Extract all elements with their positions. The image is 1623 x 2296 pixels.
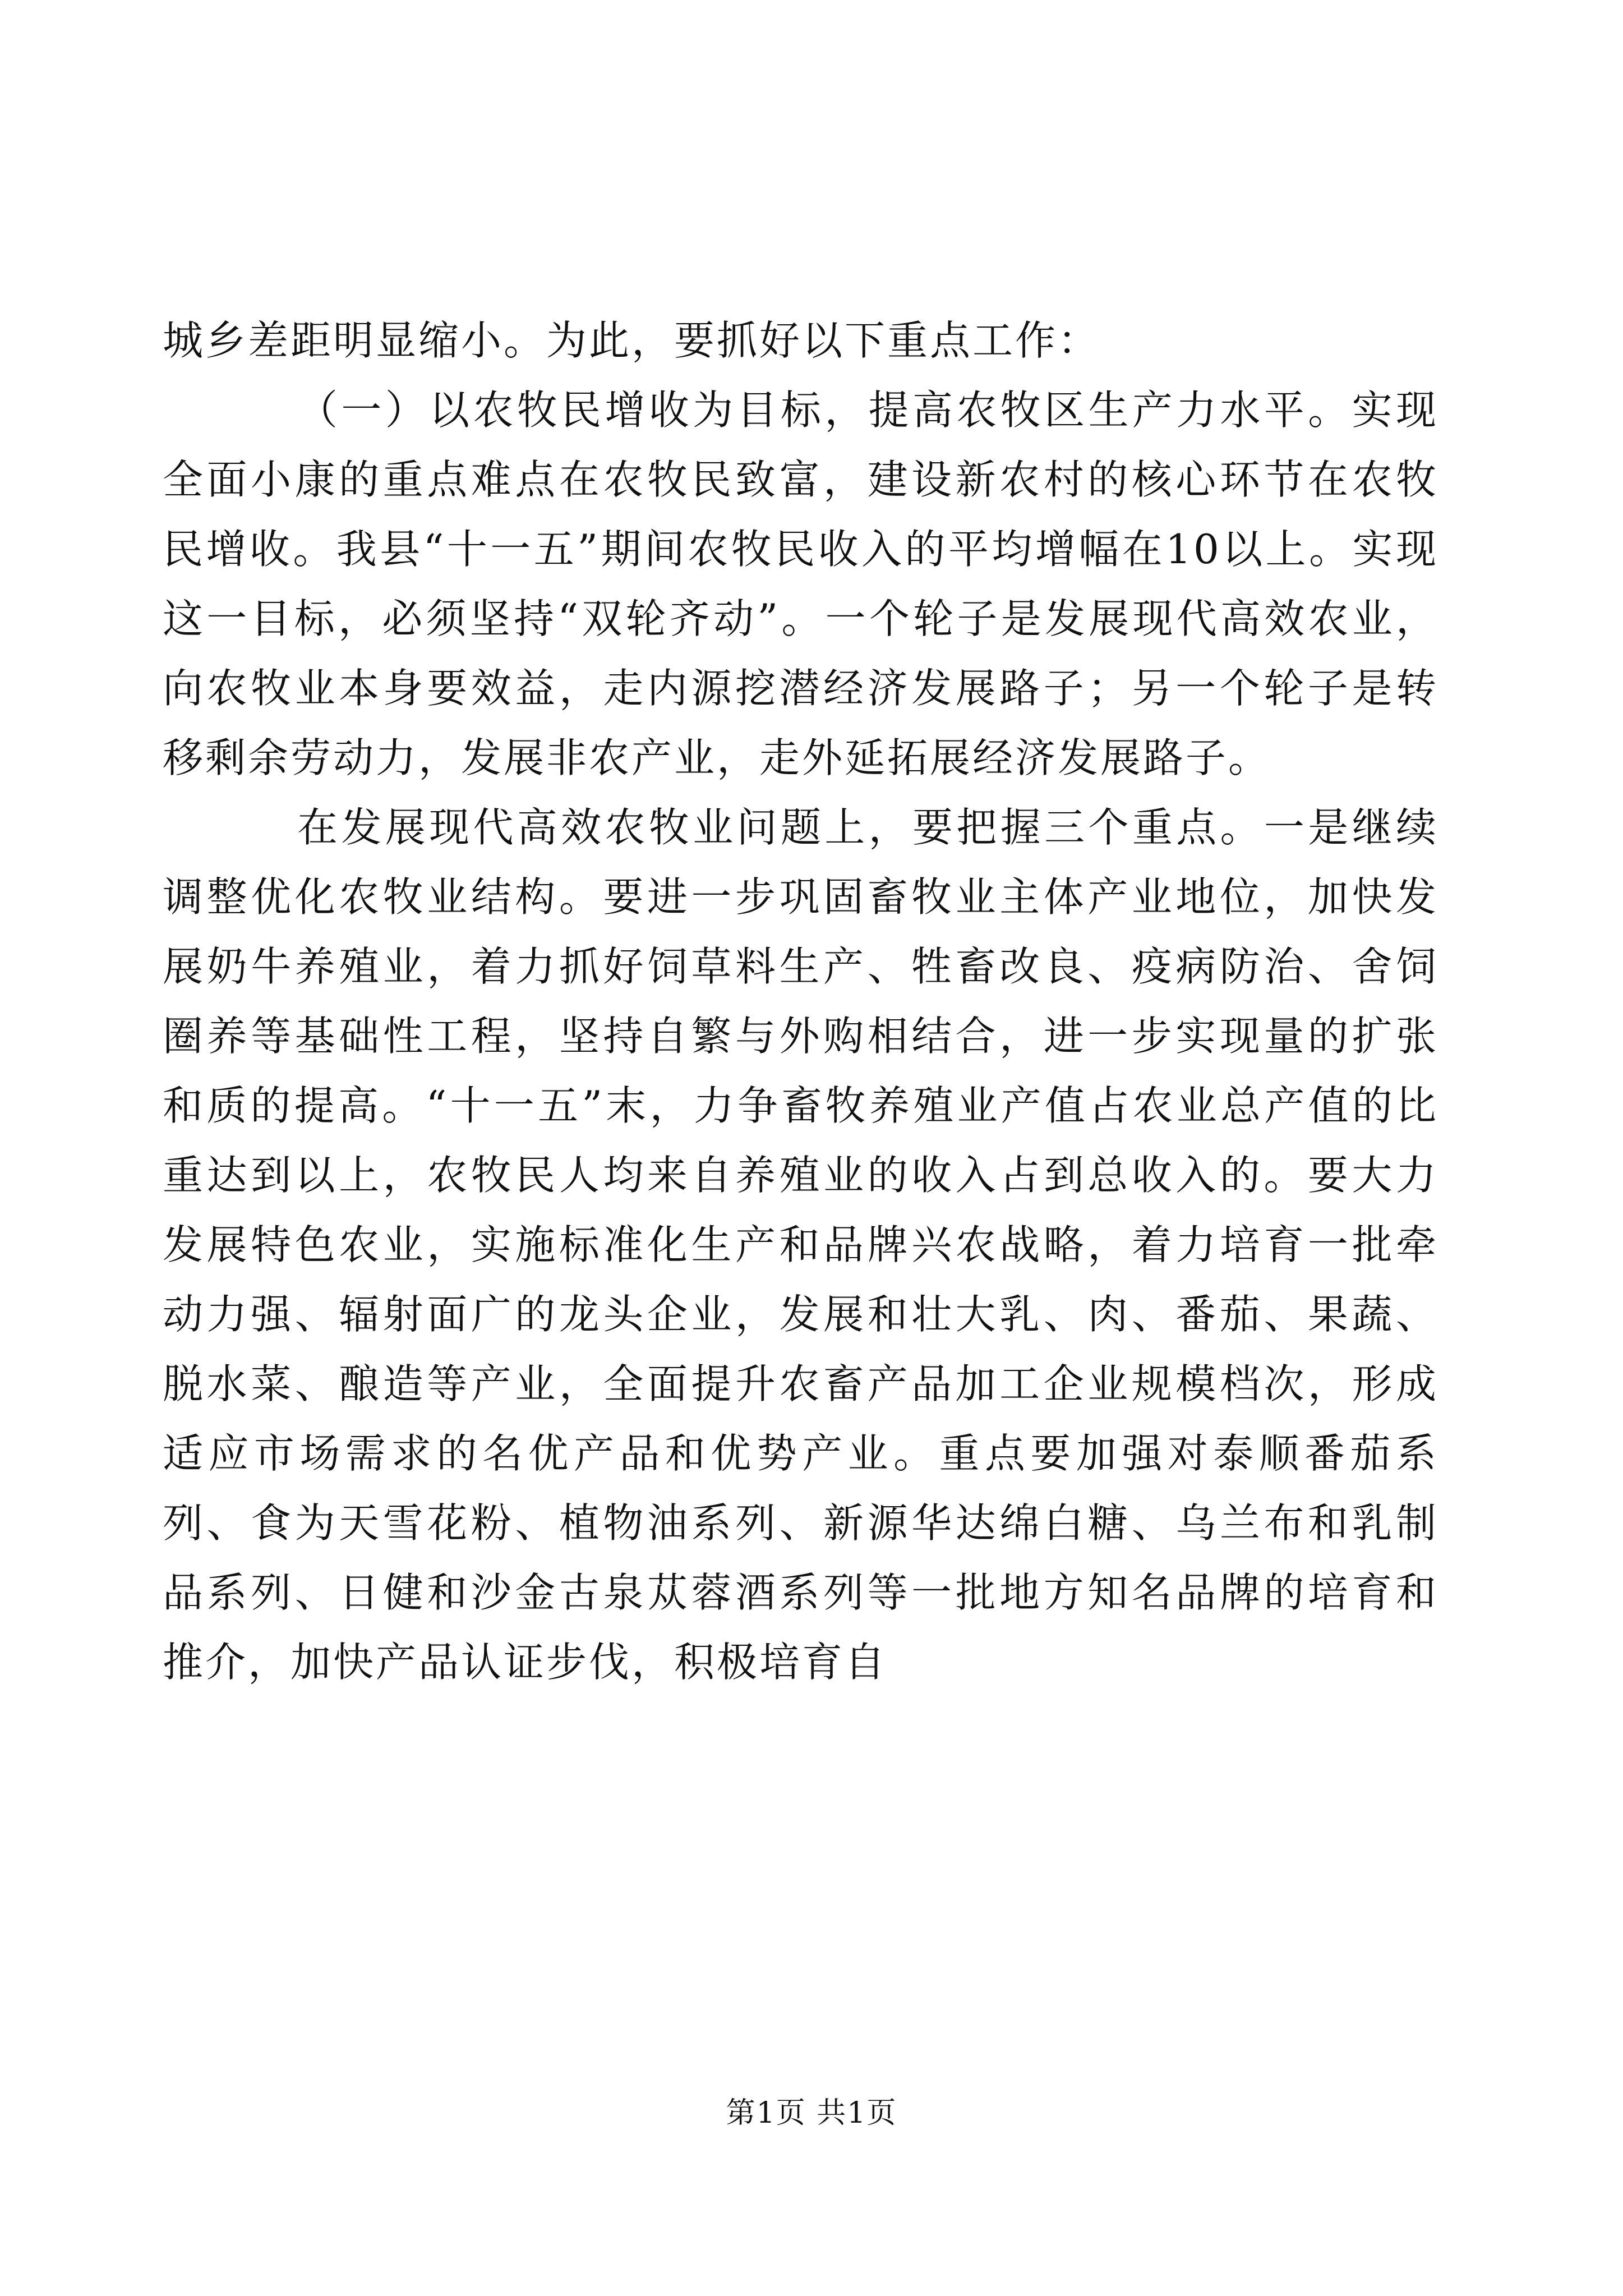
paragraph-continuation: 城乡差距明显缩小。为此，要抓好以下重点工作： (163, 317, 1101, 364)
body-text (163, 306, 1438, 1697)
paragraph-modern-agriculture: 在发展现代高效农牧业问题上，要把握三个重点。一是继续调整优化农牧业结构。要进一步巩固畜牧业主体产业地位，加快发展奶牛养殖业，着力抓好饲草料生产、牲畜改良、疫病防治、舍饲圈养等基础性工程，坚持自繁与外购相结合，进一步实现量的扩张和质的提高。“十一五”末，力争畜牧养殖业产值占农业总产值的比重达到以上，农牧民人均来自养殖业的收入占到总收入的。要大力发展特色农业，实施标准化生产和品牌兴农战略，着力培育一批牵动力强、辐射面广的龙头企业，发展和壮大乳、肉、番茄、果蔬、脱水菜、酿造等产业，全面提升农畜产品加工企业规模档次，形成适应市场需求的名优产品和优势产业。重点要加强对泰顺番茄系列、食为天雪花粉、植物油系列、新源华达绵白糖、乌兰布和乳制品系列、日健和沙金古泉苁蓉酒系列等一批地方知名品牌的培育和推介，加快产品认证步伐，积极培育自 (163, 804, 1438, 1686)
paragraph-section-one: （一）以农牧民增收为目标，提高农牧区生产力水平。实现全面小康的重点难点在农牧民致富，建设新农村的核心环节在农牧民增收。我县“十一五”期间农牧民收入的平均增幅在10以上。实现这一目标，必须坚持“双轮齐动”。一个轮子是发展现代高效农业，向农牧业本身要效益，走内源挖潜经济发展路子；另一个轮子是转移剩余劳动力，发展非农产业，走外延拓展经济发展路子。 (163, 386, 1438, 781)
page-footer: 第1页 共1页 (726, 2096, 897, 2130)
